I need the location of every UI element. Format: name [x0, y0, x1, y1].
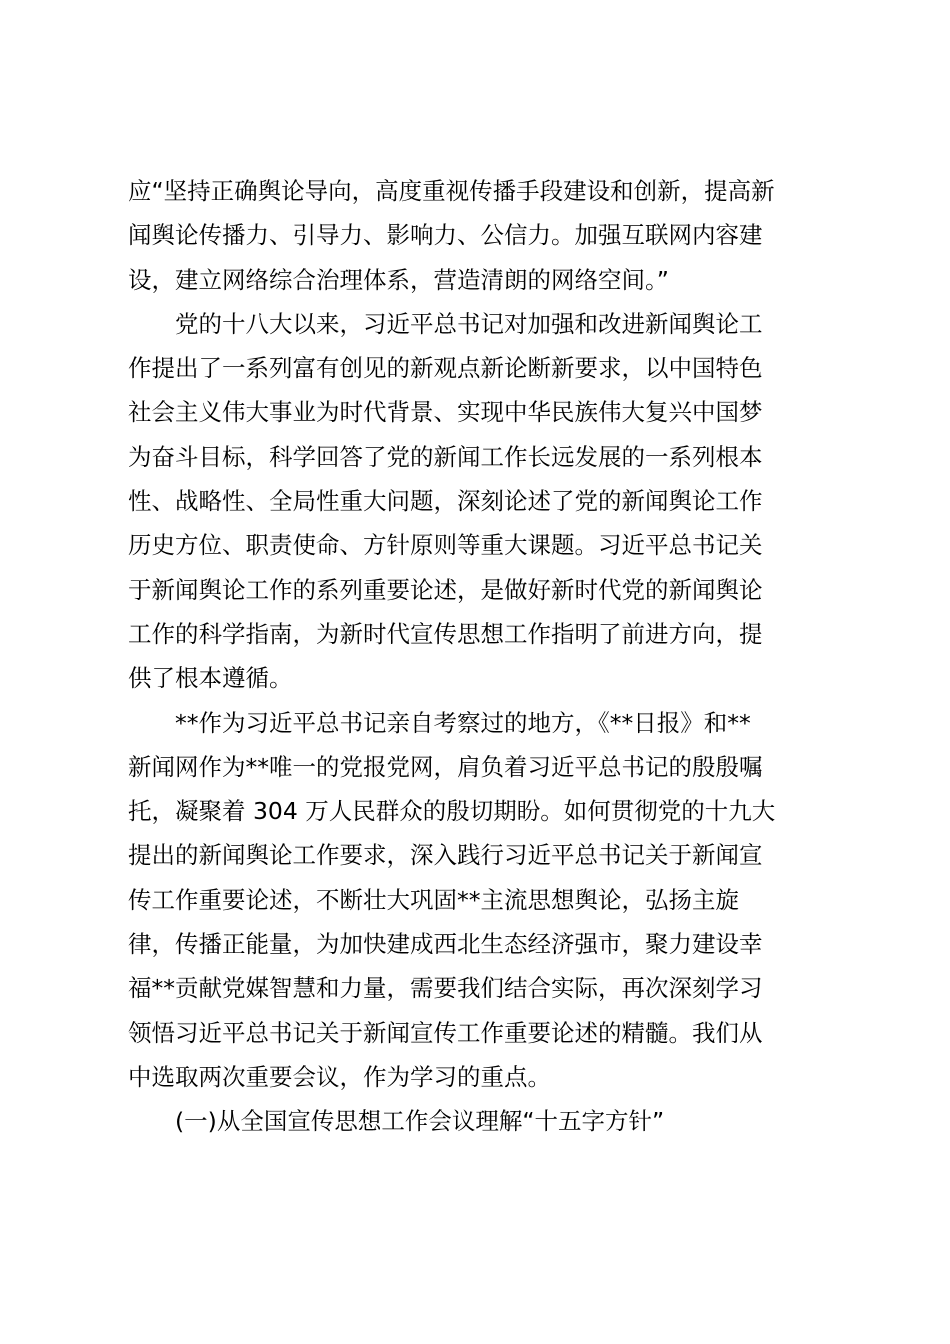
- text-line: 律，传播正能量，为加快建成西北生态经济强市，聚力建设幸: [128, 930, 763, 959]
- text-line: 托，凝聚着 304 万人民群众的殷切期盼。如何贯彻党的十九大: [128, 797, 776, 826]
- section-heading: [128, 1099, 828, 1143]
- text-line: 为奋斗目标，科学回答了党的新闻工作长远发展的一系列根本: [128, 442, 763, 471]
- text-line: 闻舆论传播力、引导力、影响力、公信力。加强互联网内容建: [128, 221, 763, 250]
- text-line: 工作的科学指南，为新时代宣传思想工作指明了前进方向，提: [128, 619, 763, 648]
- text-line: 传工作重要论述，不断壮大巩固**主流思想舆论，弘扬主旋: [128, 885, 739, 914]
- paragraph-2: [128, 302, 828, 701]
- text-line: 新闻网作为**唯一的党报党网，肩负着习近平总书记的殷殷嘱: [128, 752, 763, 781]
- text-line: 供了根本遵循。: [128, 664, 293, 693]
- heading-line: (一)从全国宣传思想工作会议理解“十五字方针”: [175, 1107, 665, 1136]
- text-line: 历史方位、职责使命、方针原则等重大课题。习近平总书记关: [128, 531, 763, 560]
- text-line: 中选取两次重要会议，作为学习的重点。: [128, 1062, 551, 1091]
- text-line: 领悟习近平总书记关于新闻宣传工作重要论述的精髓。我们从: [128, 1018, 763, 1047]
- text-line: 福**贡献党媒智慧和力量，需要我们结合实际，再次深刻学习: [128, 974, 763, 1003]
- paragraph-3: [128, 701, 828, 1100]
- text-line: 设，建立网络综合治理体系，营造清朗的网络空间。”: [128, 265, 669, 294]
- document-body: [128, 169, 828, 1144]
- text-line: **作为习近平总书记亲自考察过的地方，《**日报》和**: [175, 708, 751, 737]
- text-line: 社会主义伟大事业为时代背景、实现中华民族伟大复兴中国梦: [128, 398, 763, 427]
- text-line: 于新闻舆论工作的系列重要论述，是做好新时代党的新闻舆论: [128, 575, 763, 604]
- text-line: 应“坚持正确舆论导向，高度重视传播手段建设和创新，提高新: [128, 177, 775, 205]
- paragraph-1: [128, 169, 828, 302]
- text-line: 作提出了一系列富有创见的新观点新论断新要求，以中国特色: [128, 354, 763, 383]
- text-line: 性、战略性、全局性重大问题，深刻论述了党的新闻舆论工作: [128, 487, 763, 516]
- text-line: 提出的新闻舆论工作要求，深入践行习近平总书记关于新闻宣: [128, 841, 763, 870]
- text-line: 党的十八大以来，习近平总书记对加强和改进新闻舆论工: [175, 309, 763, 338]
